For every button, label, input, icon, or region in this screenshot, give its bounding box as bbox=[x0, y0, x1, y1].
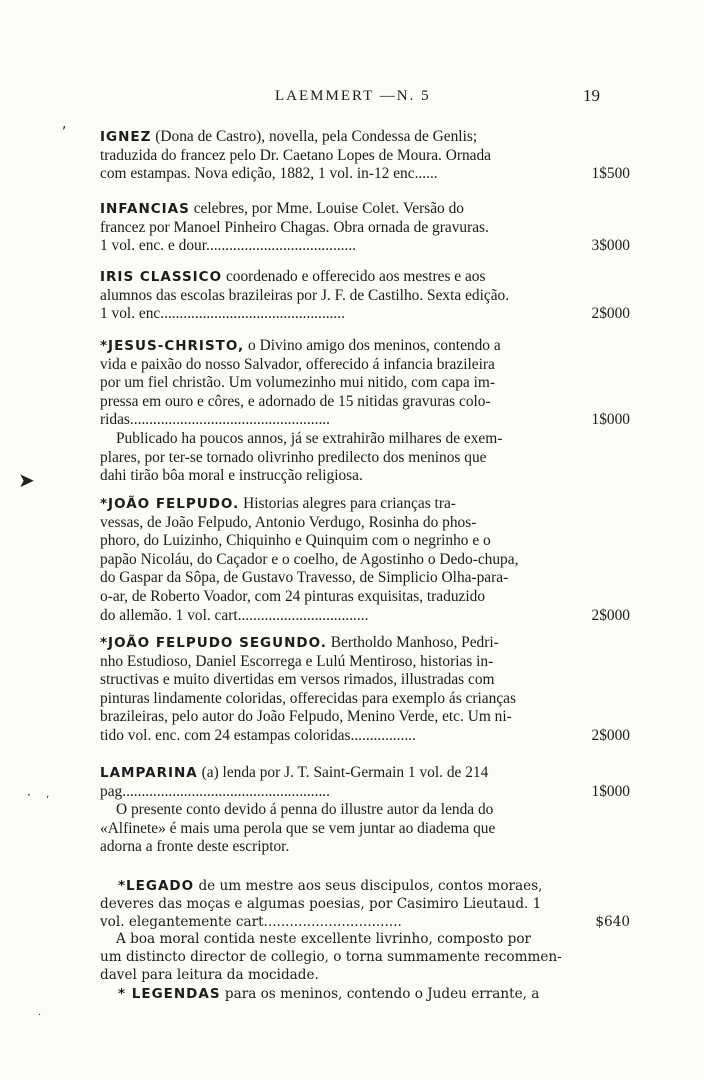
entry-jesus-christo bbox=[100, 337, 630, 486]
price: 3$000 bbox=[591, 237, 630, 255]
margin-mark: · bbox=[38, 1010, 42, 1021]
entry-line: 2$000 tido vol. enc. com 24 estampas coloridas................. bbox=[100, 726, 630, 744]
entry-line: IGNEZ (Dona de Castro), novella, pela Condessa de Genlis; bbox=[100, 128, 478, 145]
entry-legado bbox=[100, 878, 630, 985]
running-title: LAEMMERT —N. 5 bbox=[275, 88, 431, 104]
entry-line: *JOÃO FELPUDO SEGUNDO. Bertholdo Manhoso, Pedri- bbox=[100, 634, 499, 651]
price: $640 bbox=[595, 913, 630, 930]
entry-line: nho Estudioso, Daniel Escorrega e Lulú Mentiroso, historias in- bbox=[100, 652, 494, 670]
entry-line: francez por Manoel Pinheiro Chagas. Obra ornada de gravuras. bbox=[100, 218, 489, 236]
margin-mark: · bbox=[27, 788, 31, 802]
price: 1$500 bbox=[591, 165, 630, 183]
entry-title: INFANCIAS bbox=[100, 201, 190, 217]
entry-line: * LEGENDAS para os meninos, contendo o Judeu errante, a bbox=[118, 986, 540, 1002]
entry-line: papão Nicoláu, do Caçador e o coelho, de Agostinho o Dedo-chupa, bbox=[100, 550, 519, 568]
entry-line: LAMPARINA (a) lenda por J. T. Saint-Germain 1 vol. de 214 bbox=[100, 764, 489, 781]
margin-mark: ʼ bbox=[46, 795, 50, 806]
entry-line: vessas, de João Felpudo, Antonio Verdugo, Rosinha do phos- bbox=[100, 513, 477, 531]
entry-note: davel para leitura da mocidade. bbox=[100, 966, 319, 983]
entry-joao-felpudo bbox=[100, 495, 630, 625]
entry-title: *JOÃO FELPUDO SEGUNDO. bbox=[100, 635, 327, 651]
entry-line: pinturas lindamente coloridas, offerecidas para exemplo ás crianças bbox=[100, 689, 516, 707]
entry-iris-classico bbox=[100, 268, 630, 324]
entry-title: *JESUS-CHRISTO, bbox=[100, 338, 245, 354]
entry-note: um distincto director de collegio, o torna summamente recommen- bbox=[100, 949, 562, 966]
entry-line: 2$000 do allemão. 1 vol. cart.................................. bbox=[100, 606, 630, 624]
margin-mark: , bbox=[62, 116, 67, 132]
entry-title: LAMPARINA bbox=[100, 765, 198, 781]
entry-line: traduzida do francez pelo Dr. Caetano Lopes de Moura. Ornada bbox=[100, 146, 492, 164]
entry-line: *JOÃO FELPUDO. Historias alegres para crianças tra- bbox=[100, 495, 456, 512]
entry-line: INFANCIAS celebres, por Mme. Louise Colet. Versão do bbox=[100, 200, 464, 217]
entry-line: do Gaspar da Sôpa, de Gustavo Travesso, de Simplicio Olha-para- bbox=[100, 569, 509, 587]
entry-note: adorna a fronte deste escriptor. bbox=[100, 838, 290, 856]
entry-line: *JESUS-CHRISTO, o Divino amigo dos meninos, contendo a bbox=[100, 337, 501, 354]
entry-note: «Alfinete» é mais uma perola que se vem juntar ao diadema que bbox=[100, 819, 496, 837]
entry-lamparina bbox=[100, 764, 630, 857]
entry-line: $640 vol. elegantemente cart................................ bbox=[100, 913, 630, 930]
price: 1$000 bbox=[591, 411, 630, 429]
entry-line: 1$000 ridas.................................................... bbox=[100, 411, 630, 429]
entry-title: IRIS CLASSICO bbox=[100, 269, 223, 285]
entry-line: por um fiel christão. Um volumezinho mui nitido, com capa im- bbox=[100, 374, 495, 392]
entry-title: IGNEZ bbox=[100, 129, 152, 145]
price: 2$000 bbox=[591, 305, 630, 323]
price: 2$000 bbox=[591, 606, 630, 624]
entry-line: IRIS CLASSICO coordenado e offerecido aos mestres e aos bbox=[100, 268, 486, 285]
entry-joao-felpudo-segundo bbox=[100, 634, 630, 746]
entry-ignez bbox=[100, 128, 630, 184]
entry-line: brazileiras, pelo autor do João Felpudo, Menino Verde, etc. Um ni- bbox=[100, 708, 512, 726]
entry-note: A boa moral contida neste excellente livrinho, composto por bbox=[116, 931, 532, 948]
entry-line: pressa em ouro e côres, e adornado de 15 nitidas gravuras colo- bbox=[100, 392, 491, 410]
page-number: 19 bbox=[583, 86, 600, 105]
entry-title: *LEGADO bbox=[118, 878, 195, 894]
margin-arrow-mark: ➤ bbox=[18, 468, 35, 492]
entry-title: *JOÃO FELPUDO. bbox=[100, 496, 240, 512]
entry-line: o-ar, de Roberto Voador, com 24 pinturas exquisitas, traduzido bbox=[100, 587, 486, 605]
entry-line: *LEGADO de um mestre aos seus discipulos, contos moraes, bbox=[118, 878, 543, 894]
entry-note: O presente conto devido á penna do illustre autor da lenda do bbox=[116, 801, 494, 819]
entry-line: 2$000 1 vol. enc................................................ bbox=[100, 305, 630, 323]
entry-line: 3$000 1 vol. enc. e dour....................................... bbox=[100, 237, 630, 255]
entry-line: 1$000 pag...................................................... bbox=[100, 782, 630, 800]
entry-line: alumnos das escolas brazileiras por J. F. de Castilho. Sexta edição. bbox=[100, 286, 510, 304]
entry-line: structivas e muito divertidas em versos rimados, illustradas com bbox=[100, 671, 495, 689]
entry-note: dahi tirão bôa moral e instrucção religiosa. bbox=[100, 467, 363, 485]
entry-infancias bbox=[100, 200, 630, 256]
entry-line: phoro, do Luizinho, Chiquinho e Quinquim com o negrinho e o bbox=[100, 532, 491, 550]
entry-legendas bbox=[100, 985, 630, 1004]
page-header bbox=[100, 88, 600, 112]
entry-line: vida e paixão do nosso Salvador, offerecido á infancia brazileira bbox=[100, 355, 495, 373]
entry-title: * LEGENDAS bbox=[118, 986, 221, 1002]
entry-note: Publicado ha poucos annos, já se extrahirão milhares de exem- bbox=[116, 429, 503, 447]
entry-line: 1$500 com estampas. Nova edição, 1882, 1 vol. in-12 enc...... bbox=[100, 165, 630, 183]
entry-line: deveres das moças e algumas poesias, por Casimiro Lieutaud. 1 bbox=[100, 895, 542, 912]
price: 1$000 bbox=[591, 782, 630, 800]
price: 2$000 bbox=[591, 726, 630, 744]
entry-note: plares, por ter-se tornado olivrinho predilecto dos meninos que bbox=[100, 448, 487, 466]
